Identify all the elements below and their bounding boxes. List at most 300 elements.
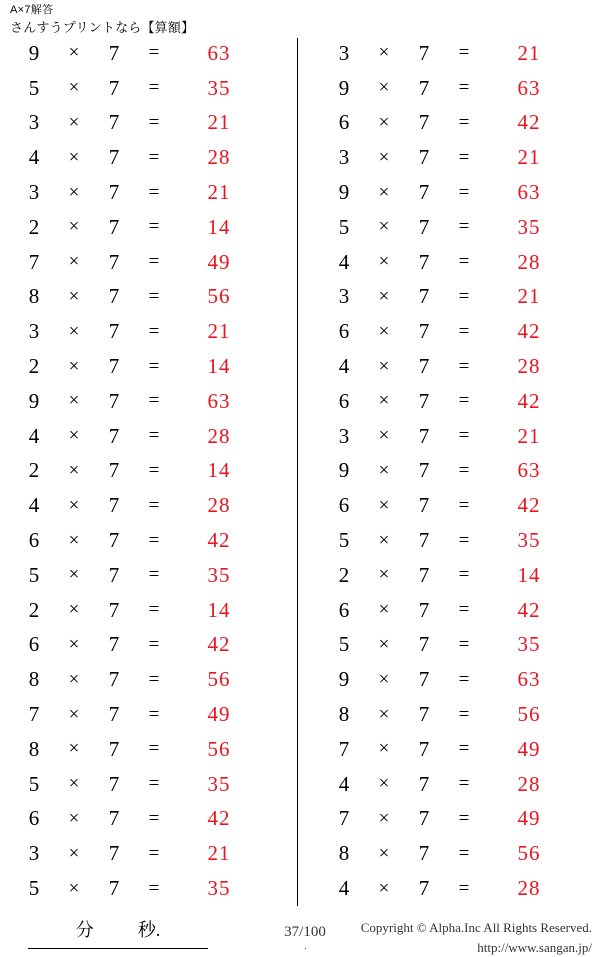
problem-columns [0, 36, 600, 906]
problem-row [324, 454, 596, 489]
page-header [10, 4, 194, 36]
problem-row [14, 488, 290, 523]
operand-a: 3 [14, 180, 54, 205]
answer-value: 21 [484, 145, 574, 170]
operand-a: 7 [14, 702, 54, 727]
operand-b: 7 [94, 876, 134, 901]
answer-value: 56 [484, 702, 574, 727]
operand-b: 7 [94, 528, 134, 553]
equals-operator: = [444, 42, 484, 64]
answer-value: 28 [174, 424, 264, 449]
answer-value: 21 [484, 41, 574, 66]
equals-operator: = [444, 356, 484, 378]
multiply-operator: × [364, 286, 404, 308]
operand-b: 7 [404, 528, 444, 553]
operand-a: 7 [324, 806, 364, 831]
multiply-operator: × [364, 738, 404, 760]
problem-row [324, 175, 596, 210]
problem-row [14, 175, 290, 210]
answer-value: 42 [484, 493, 574, 518]
operand-a: 9 [324, 76, 364, 101]
answer-value: 21 [174, 319, 264, 344]
multiply-operator: × [54, 77, 94, 99]
answer-value: 35 [174, 76, 264, 101]
operand-b: 7 [404, 458, 444, 483]
operand-b: 7 [404, 841, 444, 866]
operand-b: 7 [404, 493, 444, 518]
equals-operator: = [444, 495, 484, 517]
multiply-operator: × [54, 425, 94, 447]
problem-row [14, 697, 290, 732]
problem-row [14, 106, 290, 141]
problem-row [14, 384, 290, 419]
operand-a: 5 [14, 563, 54, 588]
copyright-block [361, 918, 592, 957]
answer-value: 35 [484, 215, 574, 240]
multiply-operator: × [364, 356, 404, 378]
equals-operator: = [134, 251, 174, 273]
operand-b: 7 [94, 354, 134, 379]
problem-row [324, 349, 596, 384]
multiply-operator: × [364, 808, 404, 830]
equals-operator: = [134, 77, 174, 99]
answer-value: 42 [174, 632, 264, 657]
operand-a: 4 [14, 145, 54, 170]
problem-row [14, 523, 290, 558]
operand-a: 3 [14, 110, 54, 135]
operand-b: 7 [94, 180, 134, 205]
operand-b: 7 [94, 702, 134, 727]
problem-row [14, 419, 290, 454]
answer-value: 35 [484, 528, 574, 553]
operand-b: 7 [404, 702, 444, 727]
answer-value: 56 [484, 841, 574, 866]
operand-b: 7 [404, 284, 444, 309]
problem-row [14, 836, 290, 871]
operand-a: 6 [324, 493, 364, 518]
operand-b: 7 [94, 841, 134, 866]
answer-value: 42 [174, 528, 264, 553]
website-url: http://www.sangan.jp/ [361, 938, 592, 957]
problem-row [324, 384, 596, 419]
equals-operator: = [444, 738, 484, 760]
equals-operator: = [134, 286, 174, 308]
equals-operator: = [134, 42, 174, 64]
answer-value: 63 [174, 389, 264, 414]
problem-row [14, 767, 290, 802]
problem-row [324, 802, 596, 837]
equals-operator: = [444, 808, 484, 830]
equals-operator: = [444, 669, 484, 691]
equals-operator: = [134, 773, 174, 795]
operand-a: 3 [14, 319, 54, 344]
equals-operator: = [134, 843, 174, 865]
equals-operator: = [134, 669, 174, 691]
operand-b: 7 [94, 389, 134, 414]
equals-operator: = [444, 286, 484, 308]
multiply-operator: × [364, 216, 404, 238]
operand-a: 5 [324, 632, 364, 657]
operand-a: 5 [324, 528, 364, 553]
equals-operator: = [444, 634, 484, 656]
answer-value: 42 [484, 110, 574, 135]
operand-b: 7 [94, 110, 134, 135]
minutes-label: 分 [76, 916, 94, 942]
multiply-operator: × [364, 390, 404, 412]
operand-a: 5 [324, 215, 364, 240]
operand-b: 7 [94, 563, 134, 588]
problem-row [14, 628, 290, 663]
answer-value: 35 [174, 876, 264, 901]
multiply-operator: × [364, 147, 404, 169]
answer-value: 35 [174, 772, 264, 797]
problem-row [324, 836, 596, 871]
operand-a: 2 [14, 354, 54, 379]
equals-operator: = [134, 808, 174, 830]
multiply-operator: × [364, 321, 404, 343]
multiply-operator: × [54, 878, 94, 900]
answer-value: 63 [484, 76, 574, 101]
problem-row [324, 628, 596, 663]
answer-value: 42 [484, 319, 574, 344]
problem-row [14, 349, 290, 384]
multiply-operator: × [54, 530, 94, 552]
problem-row [324, 314, 596, 349]
multiply-operator: × [54, 564, 94, 586]
equals-operator: = [134, 460, 174, 482]
page-footer [0, 906, 600, 954]
multiply-operator: × [54, 704, 94, 726]
answer-value: 21 [484, 284, 574, 309]
problem-row [324, 593, 596, 628]
answer-value: 14 [174, 598, 264, 623]
operand-a: 3 [324, 424, 364, 449]
operand-a: 6 [14, 528, 54, 553]
problem-row [324, 558, 596, 593]
answer-value: 35 [484, 632, 574, 657]
multiply-operator: × [54, 42, 94, 64]
operand-a: 5 [14, 876, 54, 901]
multiply-operator: × [54, 773, 94, 795]
answer-value: 21 [174, 841, 264, 866]
operand-b: 7 [404, 145, 444, 170]
equals-operator: = [134, 704, 174, 726]
answer-value: 49 [174, 702, 264, 727]
operand-a: 9 [324, 458, 364, 483]
operand-b: 7 [404, 632, 444, 657]
problem-row [324, 140, 596, 175]
operand-b: 7 [94, 632, 134, 657]
operand-b: 7 [94, 772, 134, 797]
equals-operator: = [134, 390, 174, 412]
multiply-operator: × [54, 495, 94, 517]
operand-b: 7 [404, 76, 444, 101]
problem-row [14, 558, 290, 593]
multiply-operator: × [364, 77, 404, 99]
operand-b: 7 [94, 737, 134, 762]
operand-b: 7 [404, 250, 444, 275]
equals-operator: = [444, 878, 484, 900]
operand-a: 9 [14, 41, 54, 66]
operand-b: 7 [404, 41, 444, 66]
equals-operator: = [134, 112, 174, 134]
equals-operator: = [134, 425, 174, 447]
operand-a: 4 [324, 772, 364, 797]
multiply-operator: × [364, 112, 404, 134]
equals-operator: = [444, 182, 484, 204]
multiply-operator: × [54, 321, 94, 343]
operand-a: 2 [324, 563, 364, 588]
answer-value: 14 [174, 354, 264, 379]
copyright-text: Copyright © Alpha.Inc All Rights Reserved. [361, 918, 592, 938]
problem-row [324, 767, 596, 802]
multiply-operator: × [54, 843, 94, 865]
answer-value: 56 [174, 667, 264, 692]
problem-row [14, 662, 290, 697]
problem-row [324, 36, 596, 71]
seconds-label: 秒. [138, 916, 161, 942]
operand-a: 7 [14, 250, 54, 275]
answer-value: 63 [484, 458, 574, 483]
multiply-operator: × [54, 460, 94, 482]
operand-a: 2 [14, 458, 54, 483]
equals-operator: = [134, 634, 174, 656]
operand-b: 7 [94, 145, 134, 170]
operand-b: 7 [94, 76, 134, 101]
operand-a: 6 [14, 806, 54, 831]
operand-a: 6 [324, 110, 364, 135]
time-entry-box [28, 916, 208, 949]
left-problem-column [0, 36, 300, 906]
answer-value: 49 [174, 250, 264, 275]
multiply-operator: × [54, 251, 94, 273]
problem-row [14, 71, 290, 106]
problem-row [324, 697, 596, 732]
answer-value: 42 [484, 389, 574, 414]
answer-value: 21 [174, 180, 264, 205]
answer-value: 28 [484, 354, 574, 379]
multiply-operator: × [364, 42, 404, 64]
problem-row [14, 314, 290, 349]
multiply-operator: × [364, 460, 404, 482]
operand-a: 2 [14, 598, 54, 623]
multiply-operator: × [54, 182, 94, 204]
operand-b: 7 [404, 389, 444, 414]
answer-value: 63 [174, 41, 264, 66]
equals-operator: = [444, 843, 484, 865]
operand-a: 9 [14, 389, 54, 414]
equals-operator: = [134, 495, 174, 517]
operand-a: 6 [14, 632, 54, 657]
multiply-operator: × [54, 286, 94, 308]
problem-row [324, 71, 596, 106]
problem-row [14, 280, 290, 315]
multiply-operator: × [54, 738, 94, 760]
operand-b: 7 [94, 215, 134, 240]
operand-a: 9 [324, 180, 364, 205]
operand-b: 7 [94, 667, 134, 692]
answer-value: 35 [174, 563, 264, 588]
worksheet-subtitle: A×7解答 [10, 4, 194, 18]
operand-a: 4 [14, 493, 54, 518]
answer-value: 14 [174, 458, 264, 483]
equals-operator: = [134, 738, 174, 760]
operand-b: 7 [404, 737, 444, 762]
equals-operator: = [134, 321, 174, 343]
operand-b: 7 [94, 806, 134, 831]
answer-value: 56 [174, 737, 264, 762]
operand-a: 4 [14, 424, 54, 449]
problem-row [14, 140, 290, 175]
problem-row [324, 106, 596, 141]
operand-a: 9 [324, 667, 364, 692]
equals-operator: = [134, 216, 174, 238]
operand-a: 6 [324, 319, 364, 344]
operand-a: 4 [324, 876, 364, 901]
operand-b: 7 [404, 215, 444, 240]
multiply-operator: × [364, 599, 404, 621]
equals-operator: = [444, 147, 484, 169]
problem-row [324, 662, 596, 697]
operand-b: 7 [404, 180, 444, 205]
equals-operator: = [444, 599, 484, 621]
operand-b: 7 [404, 563, 444, 588]
page-number-dot: . [304, 941, 307, 952]
problem-row [14, 210, 290, 245]
answer-value: 42 [484, 598, 574, 623]
operand-b: 7 [404, 667, 444, 692]
equals-operator: = [444, 530, 484, 552]
operand-b: 7 [94, 284, 134, 309]
multiply-operator: × [364, 704, 404, 726]
answer-value: 21 [174, 110, 264, 135]
operand-a: 8 [14, 667, 54, 692]
answer-value: 63 [484, 667, 574, 692]
operand-a: 3 [324, 41, 364, 66]
operand-b: 7 [404, 354, 444, 379]
multiply-operator: × [54, 147, 94, 169]
operand-a: 2 [14, 215, 54, 240]
problem-row [14, 593, 290, 628]
equals-operator: = [134, 147, 174, 169]
operand-a: 7 [324, 737, 364, 762]
multiply-operator: × [364, 251, 404, 273]
equals-operator: = [444, 564, 484, 586]
operand-b: 7 [404, 110, 444, 135]
operand-b: 7 [404, 319, 444, 344]
operand-a: 5 [14, 76, 54, 101]
equals-operator: = [444, 112, 484, 134]
operand-a: 6 [324, 389, 364, 414]
operand-a: 4 [324, 250, 364, 275]
operand-b: 7 [404, 806, 444, 831]
operand-b: 7 [94, 41, 134, 66]
answer-value: 42 [174, 806, 264, 831]
multiply-operator: × [364, 843, 404, 865]
answer-value: 28 [174, 493, 264, 518]
operand-b: 7 [94, 458, 134, 483]
problem-row [14, 871, 290, 906]
multiply-operator: × [364, 182, 404, 204]
equals-operator: = [444, 460, 484, 482]
problem-row [14, 36, 290, 71]
equals-operator: = [444, 216, 484, 238]
problem-row [324, 488, 596, 523]
equals-operator: = [444, 390, 484, 412]
operand-b: 7 [404, 772, 444, 797]
operand-b: 7 [404, 598, 444, 623]
operand-b: 7 [94, 493, 134, 518]
problem-row [324, 419, 596, 454]
multiply-operator: × [364, 669, 404, 691]
operand-a: 3 [324, 145, 364, 170]
multiply-operator: × [54, 216, 94, 238]
equals-operator: = [134, 356, 174, 378]
multiply-operator: × [364, 634, 404, 656]
operand-b: 7 [404, 876, 444, 901]
answer-value: 28 [484, 772, 574, 797]
right-problem-column [300, 36, 600, 906]
operand-b: 7 [94, 598, 134, 623]
multiply-operator: × [364, 530, 404, 552]
answer-value: 63 [484, 180, 574, 205]
equals-operator: = [134, 599, 174, 621]
problem-row [14, 245, 290, 280]
problem-row [324, 210, 596, 245]
problem-row [14, 732, 290, 767]
multiply-operator: × [54, 356, 94, 378]
multiply-operator: × [54, 599, 94, 621]
operand-b: 7 [94, 250, 134, 275]
problem-row [324, 523, 596, 558]
equals-operator: = [134, 530, 174, 552]
answer-value: 56 [174, 284, 264, 309]
multiply-operator: × [54, 112, 94, 134]
operand-a: 4 [324, 354, 364, 379]
equals-operator: = [444, 425, 484, 447]
operand-a: 8 [324, 702, 364, 727]
multiply-operator: × [364, 425, 404, 447]
operand-a: 8 [14, 284, 54, 309]
problem-row [14, 454, 290, 489]
multiply-operator: × [364, 878, 404, 900]
operand-b: 7 [94, 319, 134, 344]
equals-operator: = [444, 251, 484, 273]
operand-a: 5 [14, 772, 54, 797]
equals-operator: = [444, 321, 484, 343]
equals-operator: = [134, 878, 174, 900]
answer-value: 49 [484, 806, 574, 831]
answer-value: 28 [484, 876, 574, 901]
multiply-operator: × [54, 390, 94, 412]
multiply-operator: × [54, 808, 94, 830]
problem-row [324, 871, 596, 906]
operand-a: 3 [14, 841, 54, 866]
equals-operator: = [444, 773, 484, 795]
equals-operator: = [444, 77, 484, 99]
equals-operator: = [134, 182, 174, 204]
answer-value: 28 [174, 145, 264, 170]
operand-b: 7 [94, 424, 134, 449]
equals-operator: = [444, 704, 484, 726]
multiply-operator: × [364, 495, 404, 517]
answer-value: 14 [484, 563, 574, 588]
page-title: さんすうプリントなら【算額】 [10, 20, 194, 36]
equals-operator: = [134, 564, 174, 586]
operand-a: 8 [14, 737, 54, 762]
page-number: 37/100 [250, 924, 360, 941]
answer-value: 49 [484, 737, 574, 762]
